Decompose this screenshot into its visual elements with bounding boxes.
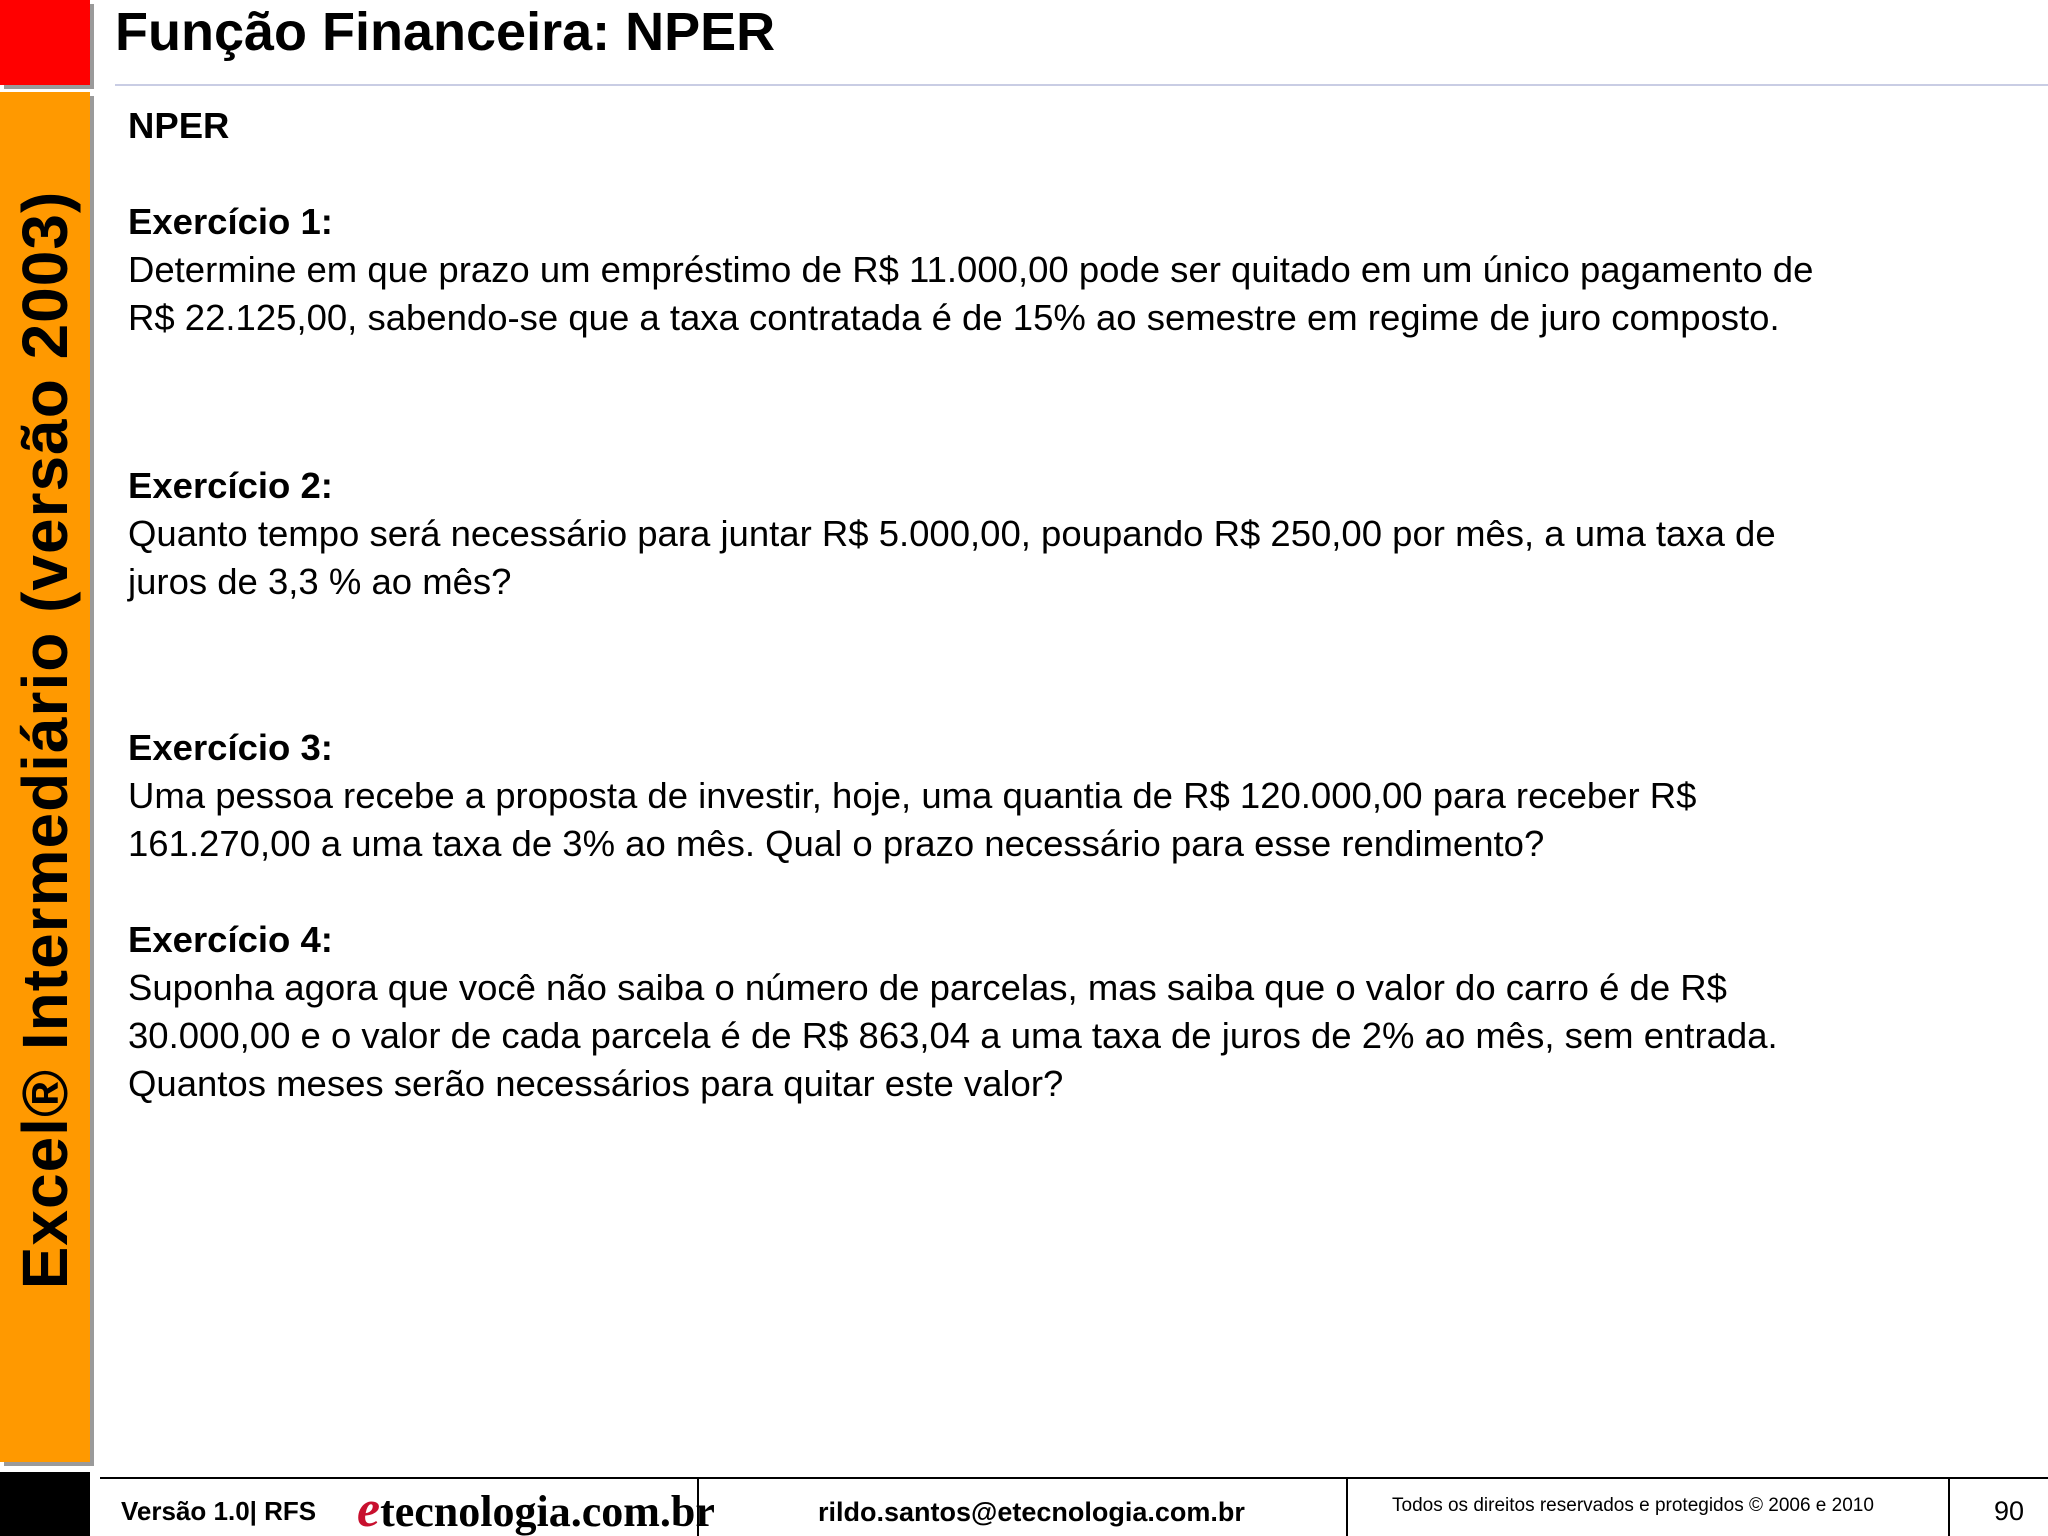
spacer	[128, 868, 2018, 916]
exercise-text-line: Uma pessoa recebe a proposta de investir, hoje, uma quantia de R$ 120.000,00 para receber R$	[128, 775, 1697, 816]
exercise-2	[128, 462, 2018, 606]
footer-separator	[1346, 1479, 1348, 1536]
footer-copyright: Todos os direitos reservados e protegidos © 2006 e 2010	[1392, 1495, 1874, 1516]
etecnologia-logo	[357, 1480, 715, 1536]
exercise-heading: Exercício 1:	[128, 201, 333, 242]
page-number: 90	[1994, 1496, 2025, 1526]
exercise-text-line: 30.000,00 e o valor de cada parcela é de R$ 863,04 a uma taxa de juros de 2% ao mês, sem entrada.	[128, 1015, 1778, 1056]
logo-initial: e	[357, 1481, 381, 1536]
sidebar-vertical-title: Excel® Intermediário (versão 2003)	[9, 190, 81, 1290]
footer-separator	[1948, 1479, 1950, 1536]
footer-version: Versão 1.0| RFS	[121, 1496, 317, 1526]
spacer	[128, 342, 2018, 462]
corner-black-block	[0, 1472, 90, 1536]
exercise-4	[128, 916, 2018, 1108]
spacer	[128, 150, 2018, 198]
exercise-heading: Exercício 3:	[128, 727, 333, 768]
exercise-text-line: R$ 22.125,00, sabendo-se que a taxa contratada é de 15% ao semestre em regime de juro composto.	[128, 297, 1780, 338]
page-title: Função Financeira: NPER	[115, 2, 776, 62]
exercise-text-line: Quanto tempo será necessário para juntar R$ 5.000,00, poupando R$ 250,00 por mês, a uma taxa de	[128, 513, 1776, 554]
exercise-text-line: Suponha agora que você não saiba o número de parcelas, mas saiba que o valor do carro é de R$	[128, 967, 1727, 1008]
exercise-3	[128, 724, 2018, 868]
spacer	[128, 606, 2018, 724]
exercise-text-line: 161.270,00 a uma taxa de 3% ao mês. Qual o prazo necessário para esse rendimento?	[128, 823, 1545, 864]
footer-email: rildo.santos@etecnologia.com.br	[818, 1497, 1245, 1527]
footer-divider	[100, 1477, 2048, 1479]
exercise-text-line: juros de 3,3 % ao mês?	[128, 561, 512, 602]
title-divider	[115, 84, 2048, 86]
logo-text: tecnologia.com.br	[380, 1487, 715, 1536]
slide-content	[128, 102, 2018, 1108]
exercise-heading: Exercício 2:	[128, 465, 333, 506]
section-label: NPER	[128, 105, 230, 146]
exercise-text-line: Determine em que prazo um empréstimo de R$ 11.000,00 pode ser quitado em um único pagamento de	[128, 249, 1814, 290]
exercise-heading: Exercício 4:	[128, 919, 333, 960]
exercise-1	[128, 198, 2018, 342]
corner-red-block	[0, 0, 90, 85]
exercise-text-line: Quantos meses serão necessários para quitar este valor?	[128, 1063, 1064, 1104]
